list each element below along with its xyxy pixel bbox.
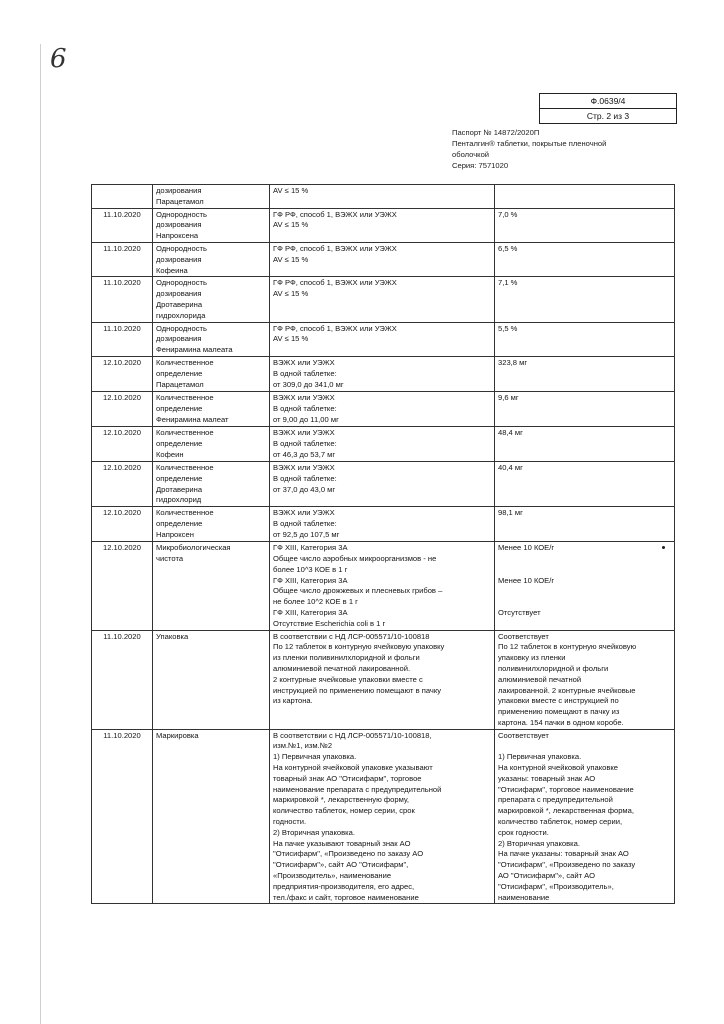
test-name-cell xyxy=(153,208,270,242)
test-result-line: препарата с предупредительной xyxy=(498,795,613,805)
form-code: Ф.0639/4 xyxy=(590,96,626,106)
test-name-line: чистота xyxy=(156,553,184,563)
passport-number: Паспорт № 14872/2020П xyxy=(452,128,540,137)
test-name-line: Количественное xyxy=(156,462,214,472)
test-result-cell xyxy=(495,391,675,426)
test-name-line: дозирования xyxy=(156,289,202,299)
test-method-line: товарный знак АО "Отисифарм", торговое xyxy=(273,773,422,783)
test-result-line: картона. 154 пачки в одном коробе. xyxy=(498,717,624,727)
test-method-line: Общее число аэробных микроорганизмов - не xyxy=(273,553,437,563)
test-result-line: 48,4 мг xyxy=(498,427,523,437)
test-method-line: "Отисифарм"», сайт АО "Отисифарм", xyxy=(273,860,409,870)
test-method-cell xyxy=(270,461,495,506)
test-result-line xyxy=(498,554,671,565)
test-result-line: На пачке указаны: товарный знак АО xyxy=(498,849,629,859)
test-result-line: "Отисифарм", «Произведено по заказу xyxy=(498,860,636,870)
test-result-line xyxy=(498,741,671,752)
test-result-cell xyxy=(495,277,675,322)
table-row xyxy=(92,185,675,209)
test-result-line: 2) Вторичная упаковка. xyxy=(498,838,580,848)
test-method-line: предприятия-производителя, его адрес, xyxy=(273,881,415,891)
test-method-line: В одной таблетке: xyxy=(273,438,337,448)
test-date-cell: 12.10.2020 xyxy=(92,461,153,506)
test-result-cell xyxy=(495,185,675,209)
test-method-line: ГФ XIII, Категория 3А xyxy=(273,607,348,617)
test-method-line: ВЭЖХ или УЭЖХ xyxy=(273,462,335,472)
test-name-line: определение xyxy=(156,368,203,378)
test-result-line: поливинилхлоридной и фольги xyxy=(498,663,609,673)
test-name-line: Количественное xyxy=(156,357,214,367)
test-method-line: от 309,0 до 341,0 мг xyxy=(273,379,344,389)
test-name-cell xyxy=(153,322,270,356)
test-method-line: ВЭЖХ или УЭЖХ xyxy=(273,427,335,437)
test-result-line: 7,1 % xyxy=(498,278,518,288)
test-name-line: Маркировка xyxy=(156,730,199,740)
test-result-line: 323,8 мг xyxy=(498,357,528,367)
test-result-line: По 12 таблеток в контурную ячейковую xyxy=(498,642,637,652)
test-method-cell xyxy=(270,185,495,209)
test-name-line: Кофеина xyxy=(156,265,188,275)
test-method-line: от 92,5 до 107,5 мг xyxy=(273,529,340,539)
form-code-box xyxy=(539,93,677,124)
test-name-line: Однородность xyxy=(156,278,207,288)
test-date-cell: 12.10.2020 xyxy=(92,426,153,461)
table-row xyxy=(92,322,675,356)
test-date-cell: 11.10.2020 xyxy=(92,630,153,729)
test-name-cell xyxy=(153,356,270,391)
test-result-line: Менее 10 КОЕ/г xyxy=(498,543,555,553)
test-name-line: Однородность xyxy=(156,243,207,253)
test-method-line: На контурной ячейковой упаковке указывают xyxy=(273,763,433,773)
test-method-line: В соответствии с НД ЛСР-005571/10-100818 xyxy=(273,631,430,641)
test-method-line: от 46,3 до 53,7 мг xyxy=(273,449,336,459)
passport-header xyxy=(452,127,632,171)
test-name-line: гидрохлорида xyxy=(156,310,206,320)
test-method-line: ГФ XIII, Категория 3А xyxy=(273,543,348,553)
page-counter: Стр. 2 из 3 xyxy=(540,108,676,123)
test-method-line: В соответствии с НД ЛСР-005571/10-100818, xyxy=(273,730,432,740)
test-name-line: Однородность xyxy=(156,209,207,219)
test-result-cell xyxy=(495,322,675,356)
test-method-line: от 37,0 до 43,0 мг xyxy=(273,484,336,494)
test-method-cell xyxy=(270,542,495,630)
test-date-cell: 12.10.2020 xyxy=(92,356,153,391)
test-result-line: маркировкой *, лекарственная форма, xyxy=(498,806,634,816)
test-method-line: AV ≤ 15 % xyxy=(273,334,309,344)
table-row xyxy=(92,507,675,542)
test-result-line xyxy=(498,586,671,597)
test-result-line: АО "Отисифарм"», сайт АО xyxy=(498,871,595,881)
test-name-line: Фенирамина малеата xyxy=(156,345,233,355)
test-date-cell: 11.10.2020 xyxy=(92,322,153,356)
test-name-line: определение xyxy=(156,518,203,528)
test-name-line: Дротаверина xyxy=(156,299,203,309)
test-date-cell: 11.10.2020 xyxy=(92,277,153,322)
test-method-line: 2) Вторичная упаковка. xyxy=(273,827,355,837)
test-result-cell xyxy=(495,461,675,506)
batch-series: Серия: 7571020 xyxy=(452,161,509,170)
test-method-line: AV ≤ 15 % xyxy=(273,254,309,264)
test-name-cell xyxy=(153,729,270,904)
test-method-line: В одной таблетке: xyxy=(273,473,337,483)
test-method-cell xyxy=(270,729,495,904)
test-name-line: определение xyxy=(156,438,203,448)
test-method-line: алюминиевой печатной лакированной. xyxy=(273,663,411,673)
test-method-line: ВЭЖХ или УЭЖХ xyxy=(273,508,335,518)
test-name-line: Упаковка xyxy=(156,631,189,641)
test-result-line: указаны: товарный знак АО xyxy=(498,773,596,783)
test-name-line: Напроксен xyxy=(156,529,194,539)
test-result-line xyxy=(498,597,671,608)
test-result-line: 1) Первичная упаковка. xyxy=(498,752,582,762)
test-method-line: от 9,00 до 11,00 мг xyxy=(273,414,339,424)
test-name-cell xyxy=(153,277,270,322)
test-method-line: наименование препарата с предупредительной xyxy=(273,784,442,794)
table-row xyxy=(92,630,675,729)
handwritten-page-number: 6 xyxy=(50,44,67,74)
test-method-cell xyxy=(270,356,495,391)
test-name-line: Напроксена xyxy=(156,231,199,241)
test-result-line: упаковки вместе с инструкцией по xyxy=(498,696,619,706)
test-name-line: Фенирамина малеат xyxy=(156,414,229,424)
test-result-line: алюминиевой печатной xyxy=(498,674,582,684)
test-name-line: дозирования xyxy=(156,186,202,195)
test-name-line: Парацетамол xyxy=(156,379,204,389)
test-name-line: дозирования xyxy=(156,334,202,344)
test-result-line: "Отисифарм", «Производитель», xyxy=(498,881,614,891)
test-name-cell xyxy=(153,426,270,461)
test-name-line: Парацетамол xyxy=(156,196,204,206)
test-name-cell xyxy=(153,630,270,729)
test-date-cell: 12.10.2020 xyxy=(92,542,153,630)
test-result-cell xyxy=(495,630,675,729)
test-name-line: Однородность xyxy=(156,323,207,333)
product-name-cont: оболочкой xyxy=(452,150,490,159)
test-result-line: 40,4 мг xyxy=(498,462,523,472)
test-result-line: наименование xyxy=(498,892,550,902)
test-result-line: применению помещают в пачку из xyxy=(498,707,620,717)
test-date-cell: 11.10.2020 xyxy=(92,242,153,276)
test-method-cell xyxy=(270,322,495,356)
test-name-line: дозирования xyxy=(156,254,202,264)
test-method-line: ГФ РФ, способ 1, ВЭЖХ или УЭЖХ xyxy=(273,323,397,333)
test-method-line: ГФ РФ, способ 1, ВЭЖХ или УЭЖХ xyxy=(273,243,397,253)
test-method-line: На пачке указывают товарный знак АО xyxy=(273,838,411,848)
test-result-line: упаковку из пленки xyxy=(498,653,566,663)
test-result-cell xyxy=(495,242,675,276)
test-method-cell xyxy=(270,507,495,542)
test-result-line: 98,1 мг xyxy=(498,508,523,518)
product-name: Пенталгин® таблетки, покрытые пленочной xyxy=(452,139,607,148)
test-result-line: 6,5 % xyxy=(498,243,518,253)
test-result-line: Соответствует xyxy=(498,631,549,641)
test-result-line: 7,0 % xyxy=(498,209,518,219)
test-method-line: Отсутствие Escherichia coli в 1 г xyxy=(273,618,386,628)
test-result-cell xyxy=(495,356,675,391)
test-name-line: Микробиологическая xyxy=(156,543,231,553)
test-method-line: AV ≤ 15 % xyxy=(273,186,309,195)
test-name-line: гидрохлорид xyxy=(156,495,202,505)
test-result-line: На контурной ячейковой упаковке xyxy=(498,763,619,773)
table-row xyxy=(92,242,675,276)
test-result-line: 5,5 % xyxy=(498,323,518,333)
test-name-cell xyxy=(153,185,270,209)
test-result-line: Соответствует xyxy=(498,730,549,740)
test-result-line: Менее 10 КОЕ/г xyxy=(498,575,555,585)
test-result-cell xyxy=(495,729,675,904)
test-name-line: определение xyxy=(156,473,203,483)
test-name-line: Кофеин xyxy=(156,449,184,459)
test-method-line: изм.№1, изм.№2 xyxy=(273,741,333,751)
test-date-cell: 11.10.2020 xyxy=(92,208,153,242)
table-row xyxy=(92,426,675,461)
test-method-line: тел./факс и сайт, торговое наименование xyxy=(273,892,419,902)
test-method-line: более 10^3 КОЕ в 1 г xyxy=(273,564,348,574)
test-name-line: определение xyxy=(156,403,203,413)
page-edge-line xyxy=(40,44,41,1024)
test-name-cell xyxy=(153,461,270,506)
test-method-line: В одной таблетке: xyxy=(273,368,337,378)
test-method-cell xyxy=(270,630,495,729)
test-name-cell xyxy=(153,391,270,426)
test-method-line: 2 контурные ячейковые упаковки вместе с xyxy=(273,674,423,684)
table-row xyxy=(92,461,675,506)
test-date-cell xyxy=(92,185,153,209)
test-name-line: Количественное xyxy=(156,508,214,518)
test-date-cell: 12.10.2020 xyxy=(92,391,153,426)
test-name-cell xyxy=(153,242,270,276)
test-result-cell xyxy=(495,208,675,242)
test-method-line: маркировкой *, лекарственную форму, xyxy=(273,795,410,805)
test-method-line: AV ≤ 15 % xyxy=(273,289,309,299)
test-method-line: ГФ РФ, способ 1, ВЭЖХ или УЭЖХ xyxy=(273,278,397,288)
test-method-line: ГФ РФ, способ 1, ВЭЖХ или УЭЖХ xyxy=(273,209,397,219)
test-name-line: Дротаверина xyxy=(156,484,203,494)
test-method-line: ВЭЖХ или УЭЖХ xyxy=(273,392,335,402)
test-method-line: По 12 таблеток в контурную ячейковую упаковку xyxy=(273,642,445,652)
test-result-line: срок годности. xyxy=(498,827,549,837)
test-method-line: не более 10^2 КОЕ в 1 г xyxy=(273,597,358,607)
test-name-line: Количественное xyxy=(156,392,214,402)
test-name-line: Количественное xyxy=(156,427,214,437)
test-method-line: В одной таблетке: xyxy=(273,403,337,413)
test-method-cell xyxy=(270,208,495,242)
test-method-line: «Производитель», наименование xyxy=(273,871,392,881)
test-method-line: инструкцией по применению помещают в пачку xyxy=(273,685,442,695)
test-results-table xyxy=(91,184,675,904)
test-result-line: Отсутствует xyxy=(498,607,541,617)
test-date-cell: 11.10.2020 xyxy=(92,729,153,904)
table-row xyxy=(92,391,675,426)
test-method-line: AV ≤ 15 % xyxy=(273,220,309,230)
scan-speck xyxy=(662,546,665,549)
test-result-line: 9,6 мг xyxy=(498,392,519,402)
test-method-line: 1) Первичная упаковка. xyxy=(273,752,357,762)
test-method-line: количество таблеток, номер серии, срок xyxy=(273,806,415,816)
test-result-line: количество таблеток, номер серии, xyxy=(498,817,623,827)
test-method-cell xyxy=(270,426,495,461)
test-method-line: "Отисифарм", «Произведено по заказу АО xyxy=(273,849,424,859)
test-method-line: ГФ XIII, Категория 3А xyxy=(273,575,348,585)
test-result-cell xyxy=(495,542,675,630)
table-row xyxy=(92,208,675,242)
test-result-cell xyxy=(495,426,675,461)
table-row xyxy=(92,277,675,322)
test-method-cell xyxy=(270,277,495,322)
test-method-line: ВЭЖХ или УЭЖХ xyxy=(273,357,335,367)
table-row xyxy=(92,356,675,391)
test-name-cell xyxy=(153,542,270,630)
test-result-line: "Отисифарм", торговое наименование xyxy=(498,784,634,794)
test-method-cell xyxy=(270,242,495,276)
test-name-cell xyxy=(153,507,270,542)
test-method-line: из картона. xyxy=(273,696,313,706)
test-method-cell xyxy=(270,391,495,426)
test-method-line: из пленки поливинилхлоридной и фольги xyxy=(273,653,420,663)
table-row xyxy=(92,729,675,904)
test-method-line: годности. xyxy=(273,817,307,827)
test-result-cell xyxy=(495,507,675,542)
test-result-line xyxy=(498,565,671,576)
test-method-line: В одной таблетке: xyxy=(273,518,337,528)
table-row xyxy=(92,542,675,630)
test-method-line: Общее число дрожжевых и плесневых грибов – xyxy=(273,586,443,596)
test-result-line: лакированной. 2 контурные ячейковые xyxy=(498,685,636,695)
test-date-cell: 12.10.2020 xyxy=(92,507,153,542)
test-name-line: дозирования xyxy=(156,220,202,230)
